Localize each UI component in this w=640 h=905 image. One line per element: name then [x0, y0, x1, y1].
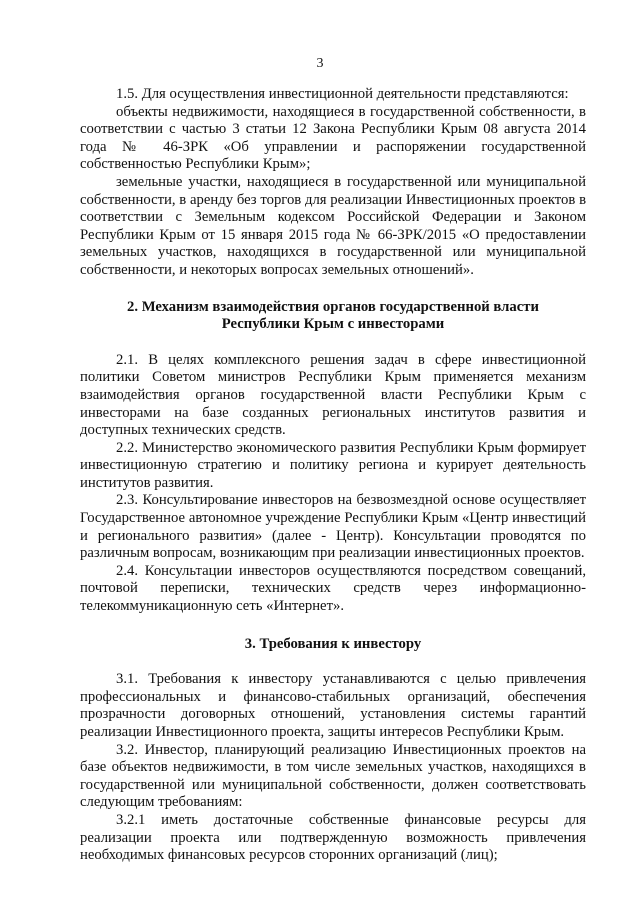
- section-2-heading-line-1: 2. Механизм взаимодействия органов государственной власти: [127, 298, 539, 315]
- paragraph-2-3: 2.3. Консультирование инвесторов на безвозмездной основе осуществляет Государственное автономное учреждение Республики Крым «Центр инвестиций и регионального развития» (далее - Центр). Консультации проводятся по различным вопросам, возникающим при реализации инвестиционных проектов.: [80, 492, 586, 562]
- paragraph-2-1: 2.1. В целях комплексного решения задач в сфере инвестиционной политики Советом министров Республики Крым применяется механизм взаимодействия органов государственной власти Республики Крым с инвесторами на базе созданных региональных институтов развития и доступных технических средств.: [80, 351, 586, 439]
- paragraph-2-4: 2.4. Консультации инвесторов осуществляются посредством совещаний, почтовой переписки, технических средств через информационно-телекоммуникационную сеть «Интернет».: [80, 562, 586, 615]
- paragraph-3-2: 3.2. Инвестор, планирующий реализацию Инвестиционных проектов на базе объектов недвижимости, в том числе земельных участков, находящихся в государственной или муниципальной собственности, должен соответствовать следующим требованиям:: [80, 741, 586, 811]
- paragraph-land-plots: земельные участки, находящиеся в государственной или муниципальной собственности, в аренду без торгов для реализации Инвестиционных проектов в соответствии с Земельным кодексом Российской Федерации и Законом Республики Крым от 15 января 2015 года № 66-ЗРК/2015 «О предоставлении земельных участков, находящихся в государственной или муниципальной собственности, и некоторых вопросах земельных отношений».: [80, 173, 586, 278]
- paragraph-2-2: 2.2. Министерство экономического развития Республики Крым формирует инвестиционную стратегию и политику региона и курирует деятельность институтов развития.: [80, 439, 586, 491]
- paragraph-1-5: 1.5. Для осуществления инвестиционной деятельности представляются:: [116, 86, 569, 102]
- section-3-heading: 3. Требования к инвестору: [244, 635, 422, 652]
- document-body: [80, 86, 586, 865]
- paragraph-3-2-1: 3.2.1 иметь достаточные собственные финансовые ресурсы для реализации проекта или подтвержденную возможность привлечения необходимых финансовых ресурсов сторонних организаций (лиц);: [80, 811, 586, 864]
- section-2-heading: [80, 299, 586, 334]
- section-2-heading-line-2: Республики Крым с инвесторами: [221, 316, 445, 333]
- paragraph-3-1: 3.1. Требования к инвестору устанавливаются с целью привлечения профессиональных и финансово-стабильных организаций, обеспечения прозрачности договорных отношений, установления системы гарантий реализации Инвестиционного проекта, защиты интересов Республики Крым.: [80, 671, 586, 740]
- paragraph-real-estate-objects: объекты недвижимости, находящиеся в государственной собственности, в соответствии с частью 3 статьи 12 Закона Республики Крым 08 августа 2014 года № 46-ЗРК «Об управлении и распоряжении государственной собственностью Республики Крым»;: [80, 103, 586, 173]
- page-number: 3: [316, 56, 324, 71]
